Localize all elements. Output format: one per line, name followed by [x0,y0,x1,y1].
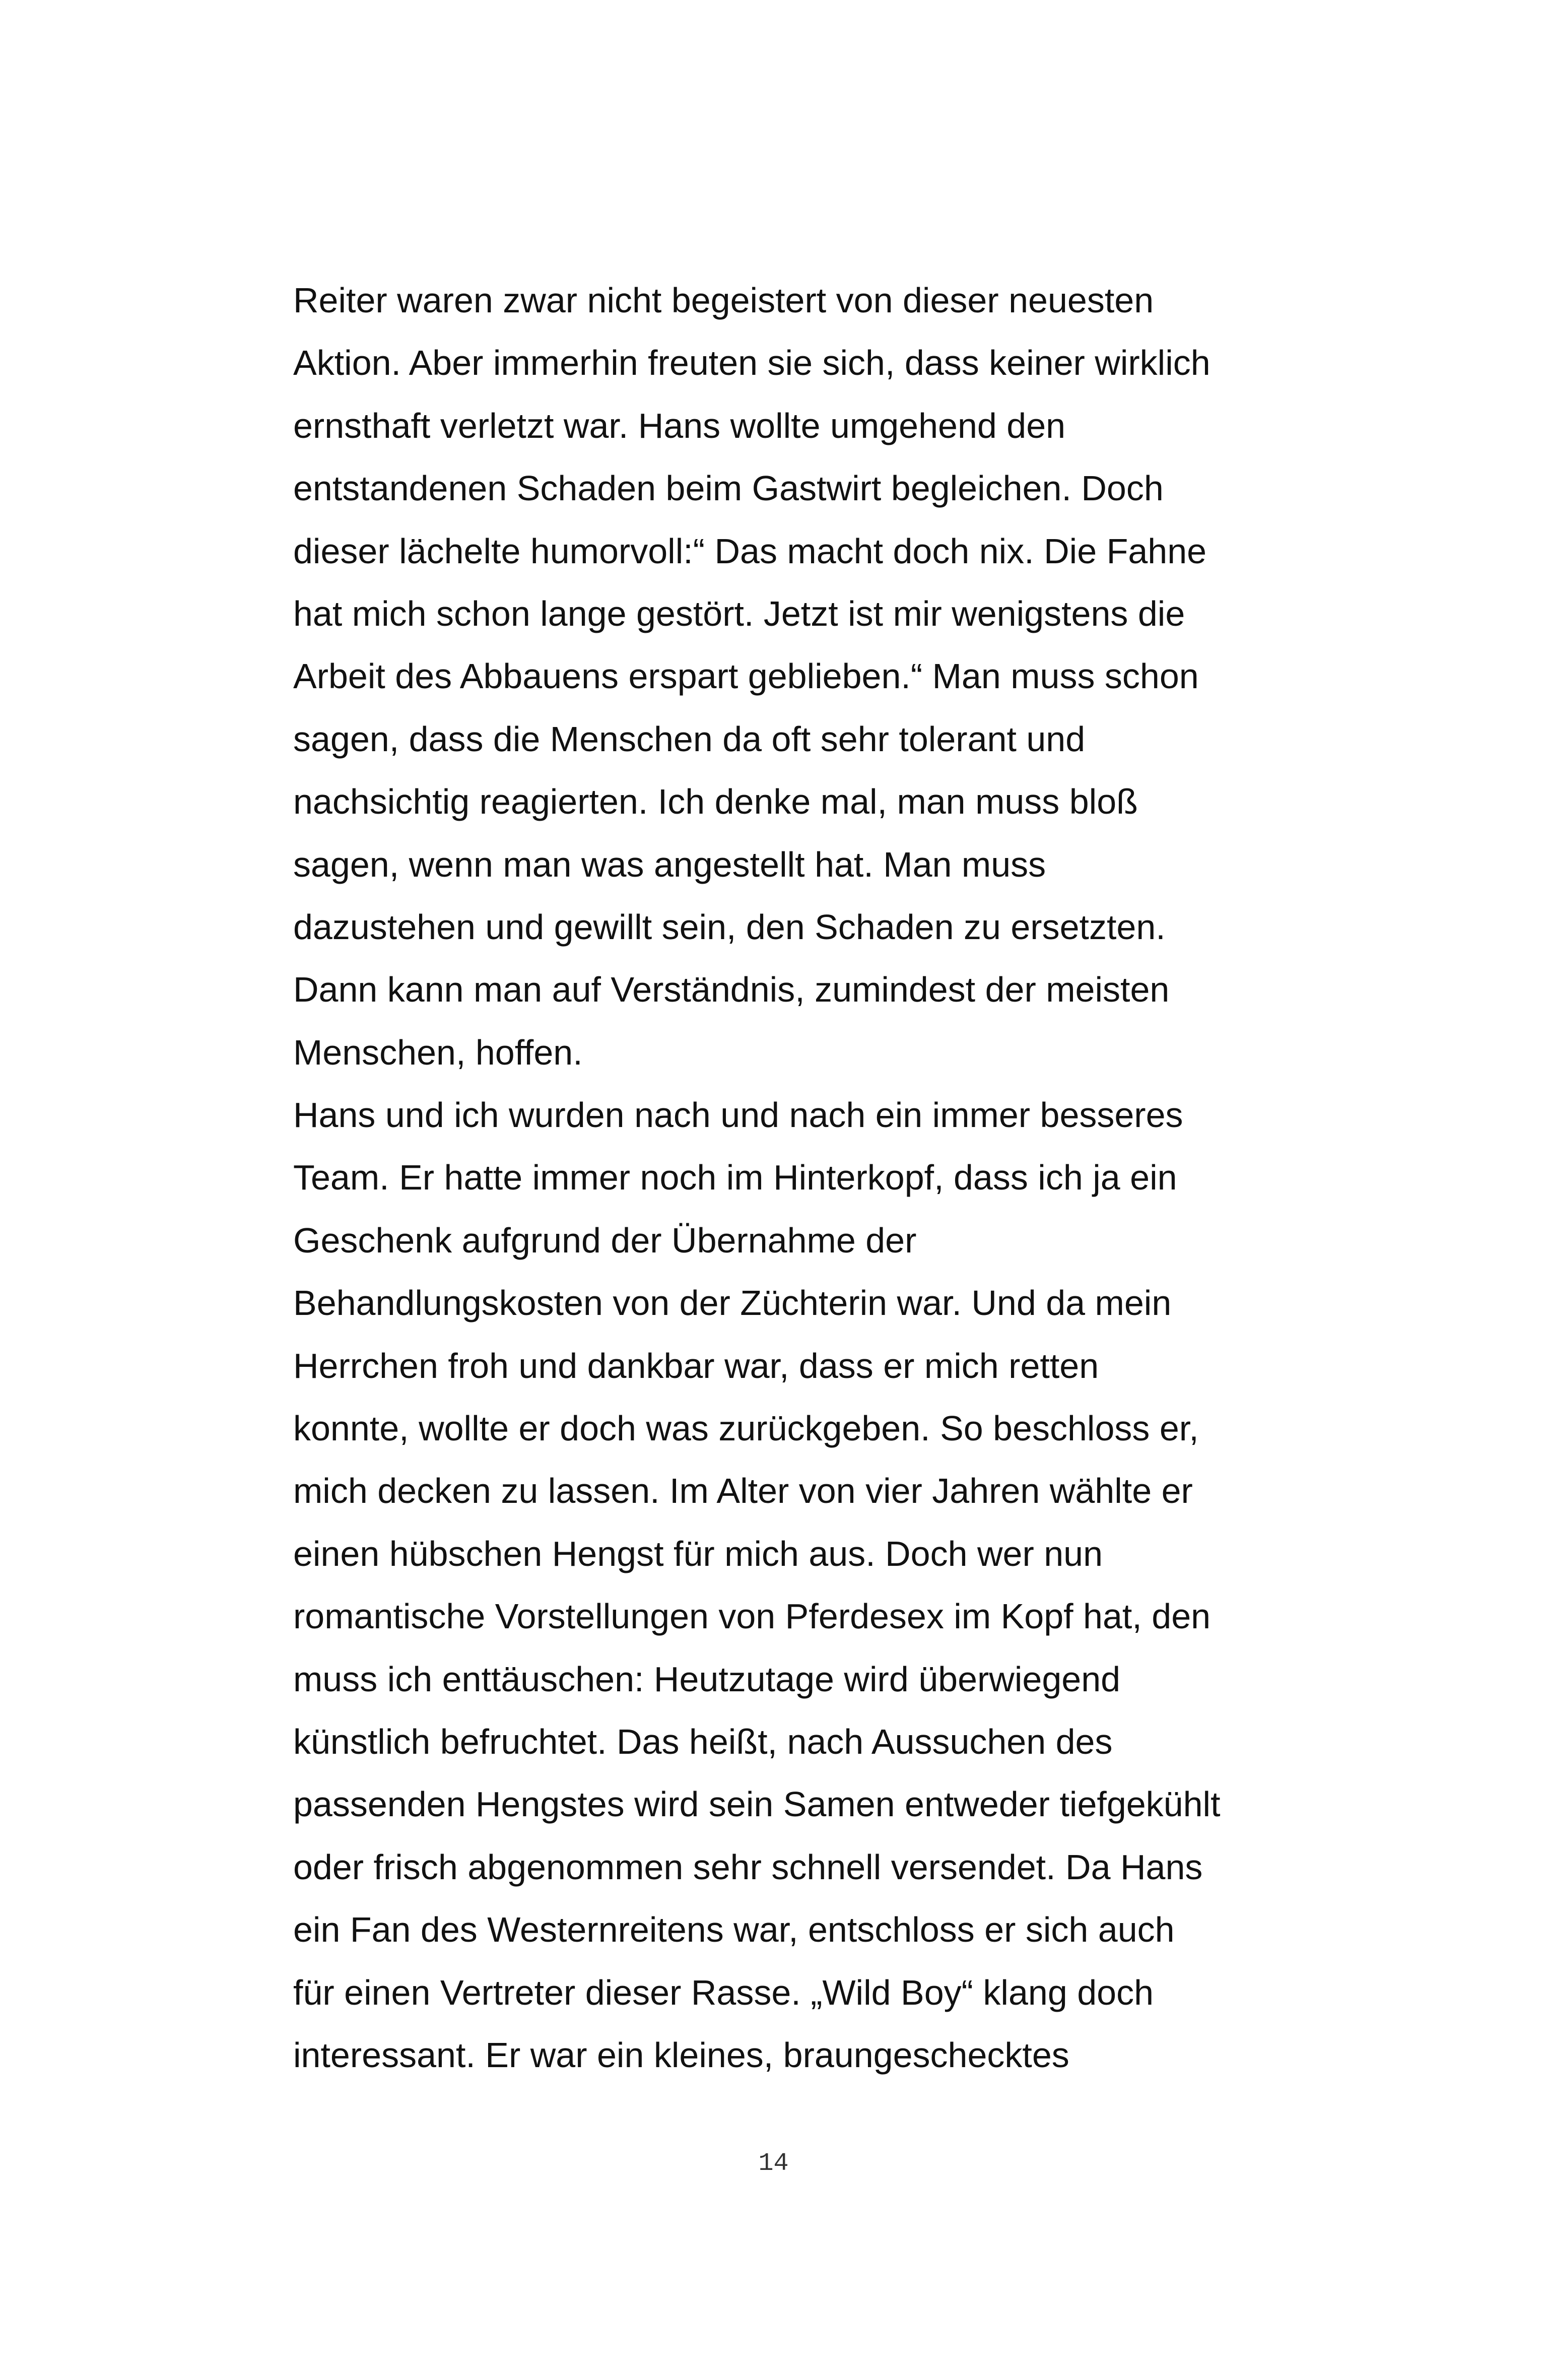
text-line: sagen, wenn man was angestellt hat. Man muss [293,844,1046,884]
text-line: Reiter waren zwar nicht begeistert von dieser neuesten [293,281,1154,320]
text-line: hat mich schon lange gestört. Jetzt ist mir wenigstens die [293,593,1185,633]
text-line: Geschenk aufgrund der Übernahme der [293,1220,917,1260]
text-line: künstlich befruchtet. Das heißt, nach Aussuchen des [293,1722,1113,1761]
text-line: sagen, dass die Menschen da oft sehr tolerant und [293,719,1086,759]
text-line: einen hübschen Hengst für mich aus. Doch wer nun [293,1534,1103,1573]
text-line: Behandlungskosten von der Züchterin war. Und da mein [293,1283,1172,1323]
text-line: konnte, wollte er doch was zurückgeben. So beschloss er, [293,1409,1199,1448]
text-line: interessant. Er war ein kleines, braungescheckte​s [293,2035,1069,2075]
text-line: Arbeit des Abbauens erspart geblieben.“ Man muss schon [293,656,1199,696]
text-line: romantische Vorstellungen von Pferdesex im Kopf hat, den [293,1597,1211,1636]
text-line: oder frisch abgenommen sehr schnell versendet. Da Hans [293,1847,1203,1887]
text-line: mich decken zu lassen. Im Alter von vier Jahren wählte er [293,1471,1193,1511]
text-line: für einen Vertreter dieser Rasse. „Wild Boy“ klang doch [293,1972,1154,2012]
page-number: 14 [758,2149,789,2178]
text-line: passenden Hengstes wird sein Samen entweder tiefgekühlt [293,1784,1221,1824]
text-line: Hans und ich wurden nach und nach ein immer besseres [293,1095,1183,1135]
text-line: entstandenen Schaden beim Gastwirt begleichen. Doch [293,469,1164,508]
text-line: Aktion. Aber immerhin freuten sie sich, dass keiner wirklich [293,343,1210,383]
text-line: Herrchen froh und dankbar war, dass er mich retten [293,1346,1099,1385]
text-line: dazustehen und gewillt sein, den Schaden zu ersetzten. [293,907,1166,947]
text-line: Team. Er hatte immer noch im Hinterkopf, dass ich ja ein [293,1158,1177,1198]
text-line: ernsthaft verletzt war. Hans wollte umgehend den [293,406,1066,445]
body-text [293,275,1281,2092]
text-line: Dann kann man auf Verständnis, zumindest der meisten [293,970,1170,1010]
text-line: muss ich enttäuschen: Heutzutage wird überwiegend [293,1659,1121,1699]
text-line: Menschen, hoffen. [293,1032,583,1072]
text-line: ein Fan des Westernreitens war, entschloss er sich auch [293,1910,1175,1950]
text-line: dieser lächelte humorvoll:“ Das macht doch nix. Die Fahne [293,531,1207,571]
text-line: nachsichtig reagierten. Ich denke mal, man muss bloß [293,782,1138,822]
